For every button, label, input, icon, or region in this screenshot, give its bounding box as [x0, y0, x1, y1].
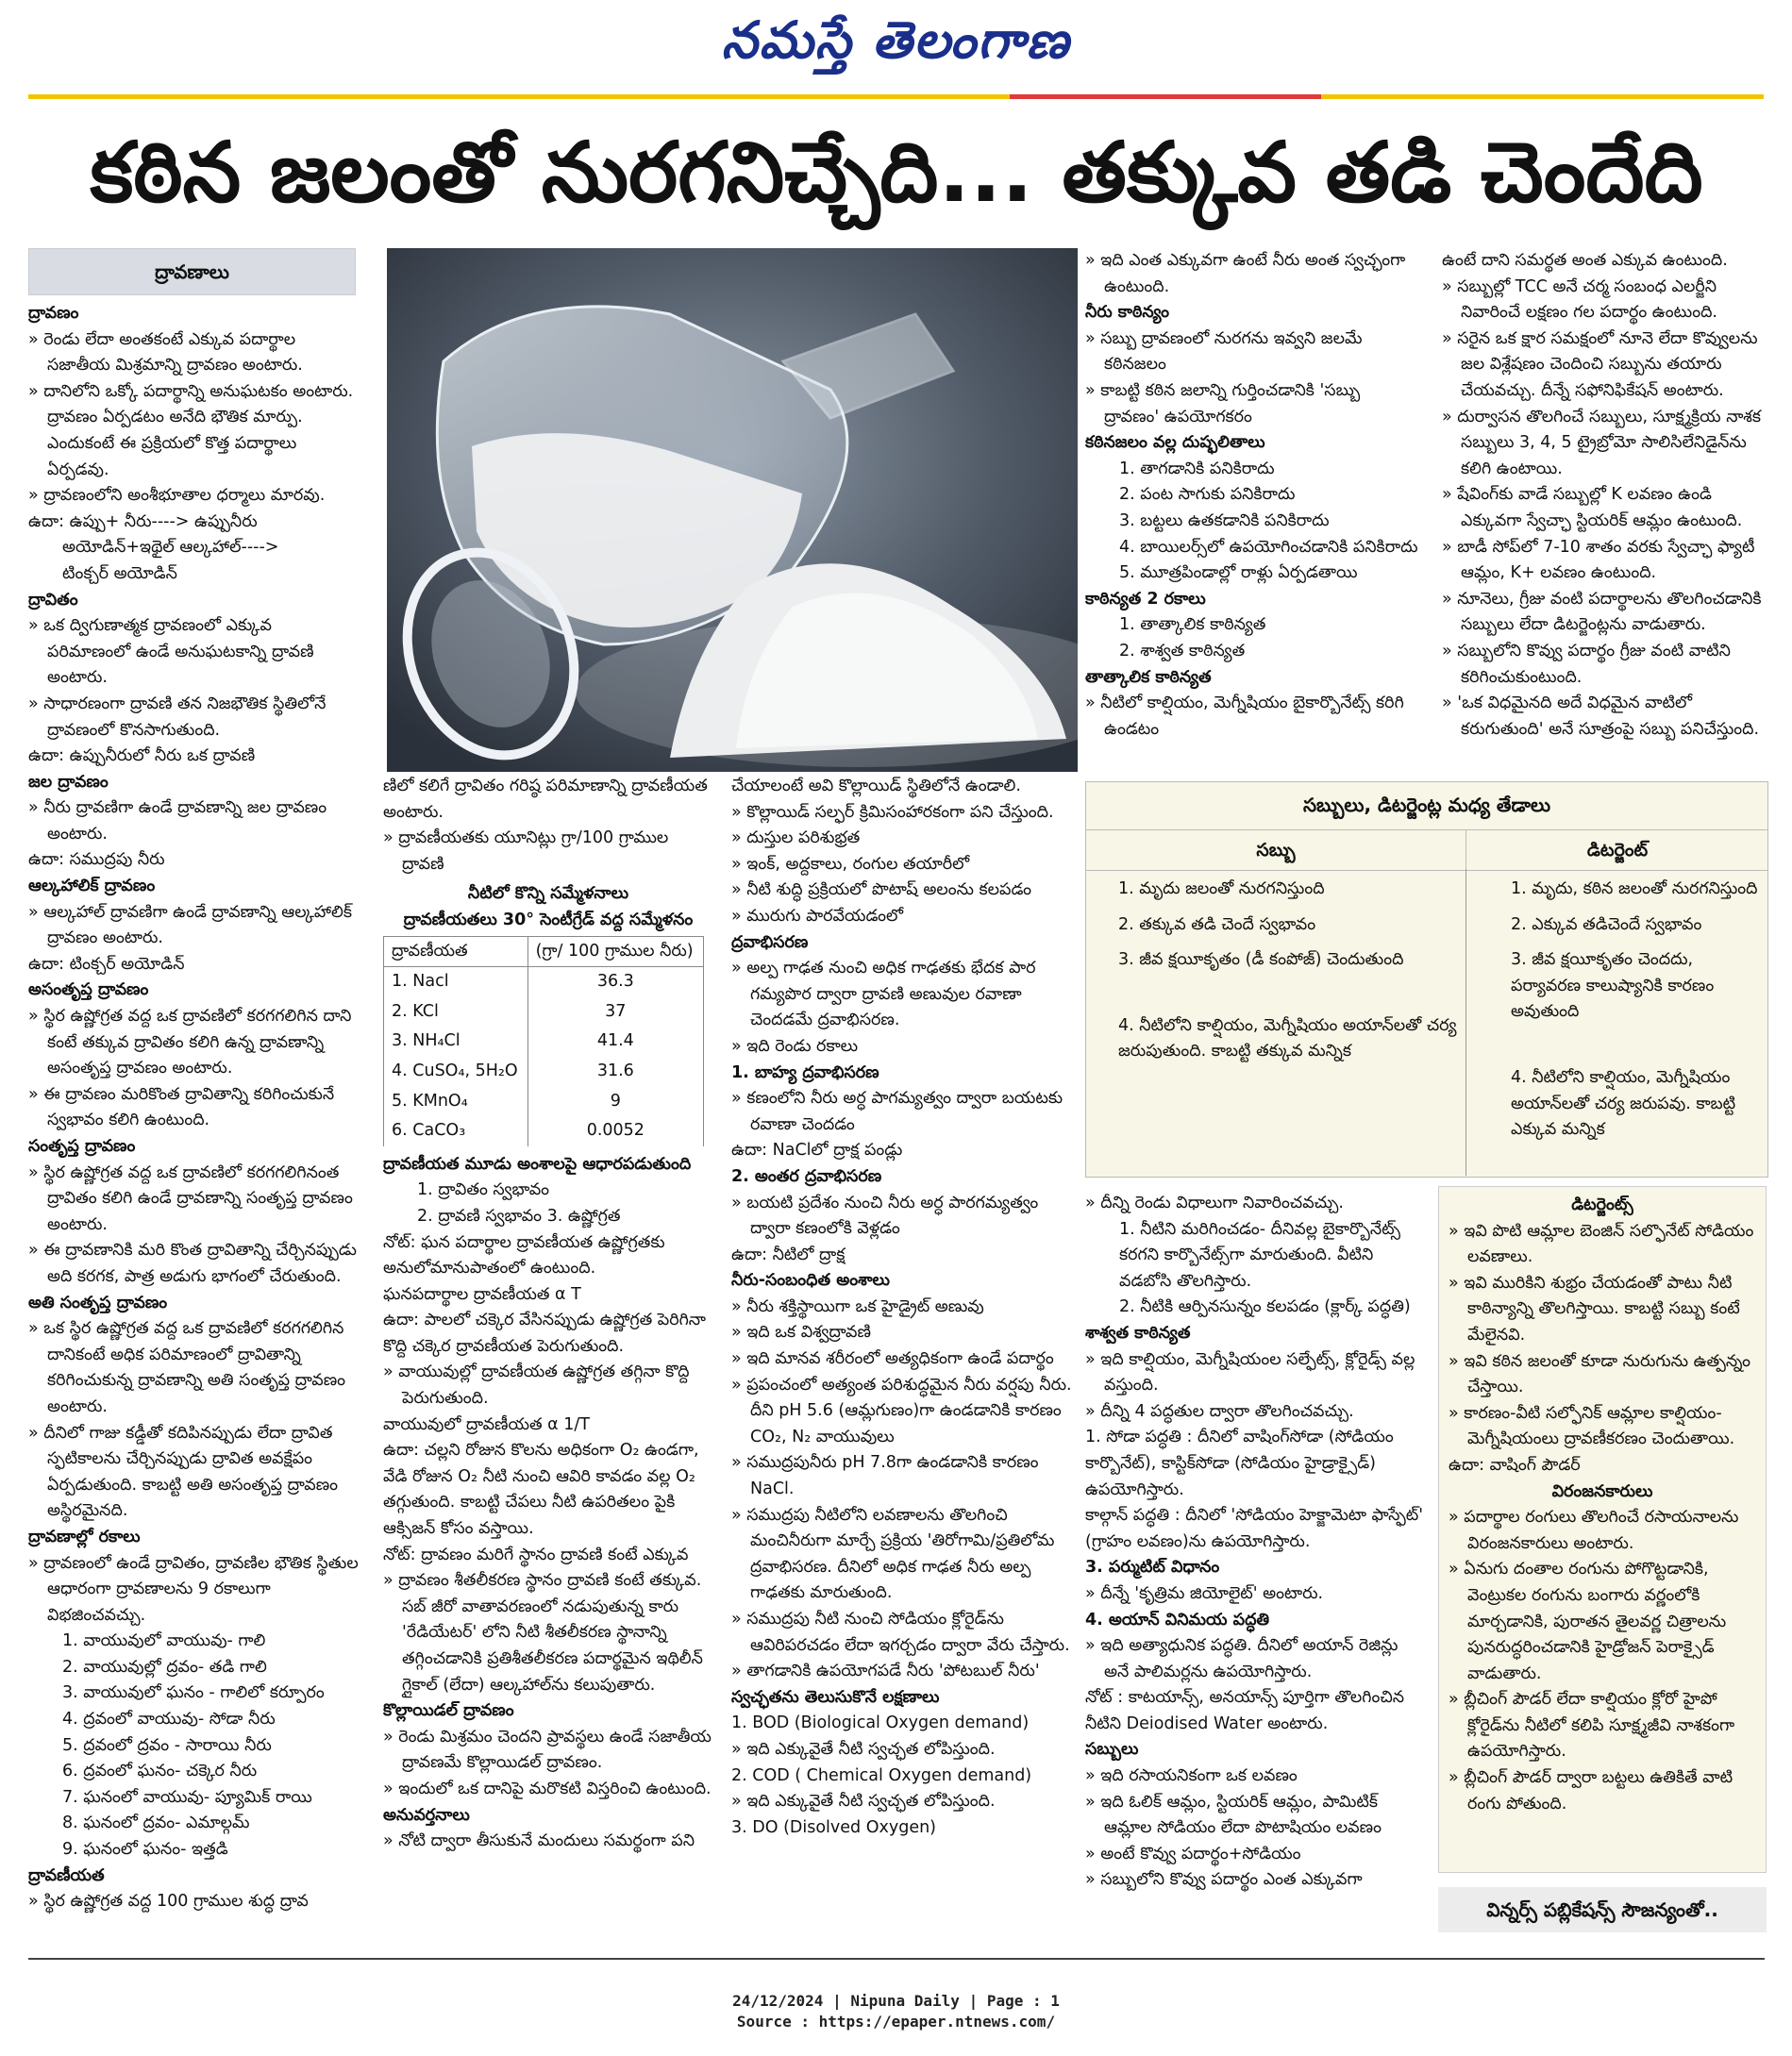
- text-line: » ద్రావణంలోని అంశీభూతాల ధర్మాలు మారవు.: [28, 486, 326, 506]
- article-headline: కఠిన జలంతో నురగనిచ్చేది... తక్కువ తడి చెందేది: [90, 124, 1703, 221]
- comparison-soap-column: [1118, 877, 1458, 1075]
- text-line: » రెండు లేదా అంతకంటే ఎక్కువ పదార్థాల సజాతీయ మిశ్రమాన్ని ద్రావణం అంటారు.: [28, 329, 303, 376]
- text-line: » దుస్తుల పరిశుభ్రత: [731, 828, 861, 848]
- publisher-credit: విన్నర్స్ పబ్లికేషన్స్ సౌజన్యంతో..: [1438, 1887, 1767, 1932]
- section-heading: ద్రావణం: [28, 304, 79, 323]
- text-line: ఉంటే దాని సమర్థత అంత ఎక్కువ ఉంటుంది.: [1442, 251, 1728, 270]
- compound-cell: 4. CuSO₄, 5H₂O: [384, 1057, 528, 1087]
- salt-jar-photo: [387, 248, 1078, 772]
- table-row: [384, 1057, 704, 1087]
- text-line: » దానిలోని ఒక్కో పదార్థాన్ని అనుఘటకం అంటారు. ద్రావణం ఏర్పడటం అనేది భౌతిక మార్పు. ఎందుకంటే ఈ ప్రక్రియలో కొత్త పదార్థాలు ఏర్పడవు.: [28, 381, 354, 479]
- text-line: » షేవింగ్‌కు వాడే సబ్బుల్లో K లవణం ఉండి ఎక్కువగా స్వేచ్ఛా స్టియరిక్ ఆమ్లం ఉంటుంది.: [1442, 485, 1743, 530]
- section-heading: విరంజనకారులు: [1551, 1481, 1653, 1501]
- column-3: [731, 774, 1076, 1930]
- section-box-title: ద్రావణాలు: [28, 248, 356, 295]
- text-line: 2. పంట సాగుకు పనికిరాదు: [1119, 485, 1296, 505]
- text-line: » స్థిర ఉష్ణోగ్రత వద్ద ఒక ద్రావణిలో కరగగలిగినంత ద్రావితం కలిగి ఉండే ద్రావణాన్ని సంతృప్త ద్రావణం అంటారు.: [28, 1162, 353, 1234]
- text-line: » దీన్నే 'కృత్రిమ జియోలైట్' అంటారు.: [1085, 1583, 1324, 1603]
- text-line: » ప్రపంచంలో అత్యంత పరిశుద్ధమైన నీరు వర్షపు నీరు. దీని pH 5.6 (ఆమ్లగుణం)గా ఉండడానికి కారణం CO₂, N₂ వాయువులు: [731, 1375, 1072, 1446]
- section-heading: 4. అయాన్ వినిమయ పద్ధతి: [1085, 1610, 1270, 1630]
- column-4-bottom: [1085, 1191, 1425, 1931]
- footer-rule: [28, 1958, 1765, 1960]
- text-line: » ఇవి కఠిన జలంతో కూడా నురుగును ఉత్పన్నం చేస్తాయి.: [1449, 1351, 1750, 1397]
- solubility-cell: 9: [528, 1087, 703, 1117]
- text-line: 4. బాయిలర్స్‌లో ఉపయోగించడానికి పనికిరాదు: [1119, 537, 1418, 557]
- text-line: » ఒక స్థిర ఉష్ణోగ్రత వద్ద ఒక ద్రావణిలో కరగగలిగిన దానికంటే అధిక పరిమాణంలో ద్రావితాన్ని కరిగించుకున్న ద్రావణాన్ని అతి సంతృప్త ద్రావణం అంటారు.: [28, 1319, 346, 1416]
- section-heading: 1. బాహ్య ద్రవాభిసరణ: [731, 1062, 879, 1082]
- text-line: » ఆల్కహాల్ ద్రావణిగా ఉండే ద్రావణాన్ని ఆల్కహాలిక్ ద్రావణం అంటారు.: [28, 902, 352, 948]
- text-line: » సముద్రపునీరు pH 7.8గా ఉండడానికి కారణం NaCl.: [731, 1453, 1039, 1499]
- section-heading: అనువర్తనాలు: [383, 1805, 470, 1825]
- compound-cell: 6. CaCO₃: [384, 1116, 528, 1146]
- newspaper-logo: నమస్తే తెలంగాణ: [721, 9, 1071, 70]
- section-heading: జల ద్రావణం: [28, 772, 109, 792]
- text-line: 3. బట్టలు ఉతకడానికి పనికిరాదు: [1119, 510, 1330, 530]
- text-line: 2. శాశ్వత కాఠిన్యత: [1119, 641, 1246, 660]
- footer-date-line: 24/12/2024 | Nipuna Daily | Page : 1: [732, 1992, 1060, 2010]
- section-heading: 3. పర్ముటిట్ విధానం: [1085, 1558, 1220, 1578]
- text-line: » కారణం-వీటి సల్ఫోనిక్ ఆమ్లాల కాల్షియం- మెగ్నీషియంలు ద్రావణీకరణం చెందుతాయి.: [1449, 1403, 1735, 1449]
- text-line: » కాబట్టి కఠిన జలాన్ని గుర్తించడానికి 'సబ్బు ద్రావణం' ఉపయోగకరం: [1085, 380, 1361, 426]
- page-footer: [0, 1991, 1792, 2032]
- text-line: » నీరు శక్తిస్థాయిగా ఒక హైడ్రైట్ అణువు: [731, 1296, 984, 1316]
- text-line: 1. సోడా పద్ధతి : దీనిలో వాషింగ్‌సోడా (సోడియం కార్బొనేట్), కాస్టిక్‌సోడా (సోడియం హైడ్రాక్సైడ్) ఉపయోగిస్తారు.: [1085, 1428, 1394, 1499]
- text-line: » స్థిర ఉష్ణోగ్రత వద్ద ఒక ద్రావణిలో కరగగలిగిన దాని కంటే తక్కువ ద్రావితం కలిగి ఉన్న ద్రావణాన్ని అసంతృప్త ద్రావణం అంటారు.: [28, 1007, 352, 1078]
- compound-cell: 3. NH₄Cl: [384, 1027, 528, 1057]
- text-line: » నోటి ద్వారా తీసుకునే మందులు సమర్థంగా పని: [383, 1831, 695, 1851]
- text-line: » అంటే కొవ్వు పదార్థం+సోడియం: [1085, 1844, 1301, 1864]
- solubility-cell: 41.4: [528, 1027, 703, 1057]
- text-line: » నీటి శుద్ధి ప్రక్రియలో పొటాష్ అలంను కలపడం: [731, 880, 1032, 900]
- text-line: 1. తాగడానికి పనికిరాదు: [1119, 459, 1275, 478]
- text-line: 8. ఘనంలో ద్రవం- ఎమాల్గమ్: [62, 1814, 250, 1833]
- text-line: 3. DO (Disolved Oxygen): [731, 1817, 936, 1837]
- text-line: 7. ఘనంలో వాయువు- ప్యూమిక్ రాయి: [62, 1787, 312, 1807]
- section-heading: కాఠిన్యత 2 రకాలు: [1085, 589, 1206, 609]
- table-row: [384, 1087, 704, 1117]
- comparison-detergent-column: [1511, 877, 1761, 1153]
- text-line: » బ్లీచింగ్ పౌడర్ ద్వారా బట్టలు ఉతికితే వాటి రంగు పోతుంది.: [1449, 1768, 1733, 1814]
- text-line: 1. నీటిని మరిగించడం- దీనివల్ల బైకార్బొనేట్స్ కరగని కార్బొనేట్స్‌గా మారుతుంది. వీటిని వడబోసి తొలగిస్తారు.: [1119, 1219, 1400, 1291]
- text-line: » కణంలోని నీరు అర్ధ పాగమ్యత్వం ద్వారా బయటకు రవాణా చెందడం: [731, 1089, 1063, 1134]
- text-line: ఉదా: వాషింగ్ పౌడర్: [1449, 1455, 1581, 1475]
- header-rule: [1321, 94, 1764, 99]
- table-subtitle: ద్రావణీయతలు 30° సెంటీగ్రేడ్ వద్ద సమ్మేళనం: [403, 910, 694, 929]
- text-line: నోట్: ద్రావణం మరిగే స్థానం ద్రావణి కంటే ఎక్కువ: [383, 1545, 689, 1564]
- column-4-top: [1085, 248, 1420, 777]
- text-line: ఉదా: ఉప్పు+ నీరు----> ఉప్పునీరు: [28, 511, 258, 531]
- text-line: » ఇది ఎక్కువైతే నీటి స్వచ్ఛత లోపిస్తుంది.: [731, 1739, 996, 1759]
- comparison-item: 1. మృదు జలంతో నురగనిస్తుంది: [1118, 879, 1325, 898]
- text-line: » దీన్ని 4 పద్ధతుల ద్వారా తొలగించవచ్చు.: [1085, 1401, 1354, 1421]
- comparison-col-header-detergent: డిటర్జెంట్: [1465, 829, 1768, 871]
- text-line: ఘనపదార్థాల ద్రావణీయత α T: [383, 1284, 581, 1304]
- text-line: 1. తాత్కాలిక కాఠిన్యత: [1119, 615, 1266, 635]
- section-heading: స్వచ్ఛతను తెలుసుకొనే లక్షణాలు: [731, 1687, 940, 1707]
- text-line: ఉదా: టింక్చర్ అయోడిన్: [28, 954, 185, 974]
- text-line: » బ్లీచింగ్ పౌడర్ లేదా కాల్షియం క్లోరో హైపో క్లోరైడ్‌ను నీటిలో కలిపి సూక్ష్మజీవి నాశకంగా ఉపయోగిస్తారు.: [1449, 1690, 1735, 1762]
- section-heading: అసంతృప్త ద్రావణం: [28, 980, 149, 1000]
- comparison-item: 4. నీటిలోని కాల్షియం, మెగ్నీషియం అయాన్‌లతో చర్య జరుపుతుంది. కాబట్టి తక్కువ మన్నిక: [1118, 1015, 1457, 1061]
- compound-cell: 5. KMnO₄: [384, 1087, 528, 1117]
- text-line: 2. ద్రావణి స్వభావం 3. ఉష్ణోగ్రత: [417, 1206, 621, 1226]
- text-line: » నీరు ద్రావణిగా ఉండే ద్రావణాన్ని జల ద్రావణం అంటారు.: [28, 798, 327, 844]
- section-heading: నీరు-సంబంధిత అంశాలు: [731, 1271, 890, 1291]
- section-heading: ద్రావణాల్లో రకాలు: [28, 1527, 141, 1546]
- text-line: » దీన్ని రెండు విధాలుగా నివారించవచ్చు.: [1085, 1194, 1344, 1212]
- text-line: 2. COD ( Chemical Oxygen demand): [731, 1765, 1032, 1785]
- column-1-body: [28, 301, 359, 1915]
- section-heading: ద్రావణీయత: [28, 1865, 105, 1885]
- section-heading: నీరు కాఠిన్యం: [1085, 303, 1169, 323]
- section-heading: ద్రావితం: [28, 590, 78, 610]
- text-line: » ఇది రసాయనికంగా ఒక లవణం: [1085, 1766, 1298, 1786]
- section-heading: తాత్కాలిక కాఠిన్యత: [1085, 667, 1212, 687]
- text-line: » నీటిలో కాల్షియం, మెగ్నీషియం బైకార్బొనేట్స్ కరిగి ఉండటం: [1085, 694, 1404, 739]
- soap-detergent-comparison-box: [1085, 781, 1768, 1178]
- text-line: » ఇది రెండు రకాలు: [731, 1036, 859, 1056]
- text-line: వాయువులో ద్రావణీయత α 1/T: [383, 1414, 590, 1434]
- text-line: నోట్ : కాటయాన్స్, అనయాన్స్ పూర్తిగా తొలగించిన నీటిని Deiodised Water అంటారు.: [1085, 1688, 1405, 1733]
- section-heading: ద్రావణీయత మూడు అంశాలపై ఆధారపడుతుంది: [383, 1154, 692, 1174]
- text-line: » ఇందులో ఒక దానిపై మరొకటి విస్తరించి ఉంటుంది.: [383, 1779, 712, 1798]
- text-line: » ఇది ఒక విశ్వద్రావణి: [731, 1323, 871, 1343]
- text-line: 1. ద్రావితం స్వభావం: [417, 1180, 550, 1200]
- section-heading: అతి సంతృప్త ద్రావణం: [28, 1293, 168, 1312]
- section-heading: ద్రవాభిసరణ: [731, 932, 809, 952]
- column-2: [383, 774, 713, 1930]
- text-line: 1. వాయువులో వాయువు- గాలి: [62, 1631, 266, 1651]
- text-line: » కొల్లాయిడ్ సల్ఫర్ క్రిమిసంహారకంగా పని చేస్తుంది.: [731, 802, 1054, 822]
- section-heading: ఆల్కహాలిక్ ద్రావణం: [28, 877, 156, 896]
- text-line: » తాగడానికి ఉపయోగపడే నీరు 'పోటబుల్ నీరు': [731, 1662, 1040, 1681]
- header-rule-accent: [1010, 94, 1321, 99]
- comparison-item: 3. జీవ క్షయీకృతం చెందదు, పర్యావరణ కాలుష్యానికి కారణం అవుతుంది: [1511, 950, 1715, 1022]
- footer-source-line: Source : https://epaper.ntnews.com/: [736, 2013, 1056, 2031]
- column-5-top: [1442, 248, 1767, 777]
- section-heading: శాశ్వత కాఠిన్యత: [1085, 1323, 1191, 1343]
- text-line: » ద్రావణం శీతలీకరణ స్థానం ద్రావణి కంటే తక్కువ. సబ్ జీరో వాతావరణంలో నడుపుతున్న కారు 'రేడియేటర్' లోని నీటి శీతలీకరణ స్థానాన్ని తగ్గించడానికి ప్రతిశీతలీకరణ పదార్థమైన ఇథిలీన్ గ్లైకాల్ (లేదా) ఆల్కహాల్‌ను కలుపుతారు.: [383, 1571, 703, 1695]
- text-line: » ఒక ద్విగుణాత్మక ద్రావణంలో ఎక్కువ పరిమాణంలో ఉండే అనుఘటకాన్ని ద్రావణి అంటారు.: [28, 616, 314, 688]
- text-line: » దీనిలో గాజు కడ్డీతో కదిపినప్పుడు లేదా ద్రావిత స్ఫటికాలను చేర్చినప్పుడు ద్రావిత అవక్షేపం ఏర్పడుతుంది. కాబట్టి అతి అసంతృప్త ద్రావణం అస్థిరమైనది.: [28, 1423, 339, 1521]
- table-header-cell: (గ్రా/ 100 గ్రాముల నీరు): [528, 936, 703, 967]
- table-row: [384, 967, 704, 997]
- text-line: ణిలో కలిగే ద్రావితం గరిష్ఠ పరిమాణాన్ని ద్రావణీయత అంటారు.: [383, 777, 708, 822]
- text-line: » సముద్రపు నీటిలోని లవణాలను తొలగించి మంచినీరుగా మార్చే ప్రక్రియ 'తిరోగామి/ప్రతిలోమ ద్రవాభిసరణ. దీనిలో అధిక గాఢత నీరు అల్ప గాఢతకు మారుతుంది.: [731, 1505, 1055, 1603]
- comparison-item: 2. తక్కువ తడి చెందే స్వభావం: [1118, 914, 1316, 934]
- solubility-cell: 36.3: [528, 967, 703, 997]
- comparison-item: 3. జీవ క్షయీకృతం (డీ కంపోజ్) చెందుతుంది: [1118, 950, 1404, 970]
- text-line: » ఇది మానవ శరీరంలో అత్యధికంగా ఉండే పదార్థం: [731, 1349, 1054, 1369]
- text-line: ఉదా: పాలలో చక్కెర వేసినప్పుడు ఉష్ణోగ్రత పెరిగినా కొద్ది చక్కెర ద్రావణీయత పెరుగుతుంది.: [383, 1311, 706, 1356]
- text-line: » ఈ ద్రావణానికి మరి కొంత ద్రావితాన్ని చేర్చినప్పుడు అది కరగక, పాత్ర అడుగు భాగంలో చేరుతుంది.: [28, 1241, 357, 1286]
- solubility-cell: 37: [528, 997, 703, 1028]
- table-row: [384, 997, 704, 1028]
- text-line: » మురుగు పారవేయడంలో: [731, 906, 904, 926]
- text-line: నోట్: ఘన పదార్థాల ద్రావణీయత ఉష్ణోగ్రతకు అనులోమానుపాతంలో ఉంటుంది.: [383, 1232, 665, 1279]
- table-title: నీటిలో కొన్ని సమ్మేళనాలు: [467, 884, 629, 904]
- detergents-box: [1438, 1186, 1767, 1873]
- solubility-cell: 0.0052: [528, 1116, 703, 1146]
- section-heading: 2. అంతర ద్రవాభిసరణ: [731, 1166, 882, 1186]
- text-line: » 'ఒక విధమైనది అదే విధమైన వాటిలో కరుగుతుంది' అనే సూత్రంపై సబ్బు పనిచేస్తుంది.: [1442, 694, 1760, 739]
- text-line: » స్థిర ఉష్ణోగ్రత వద్ద 100 గ్రాముల శుద్ధ ద్రావ: [28, 1892, 309, 1912]
- text-line: » సరైన ఒక క్షార సమక్షంలో నూనె లేదా కొవ్వులను జల విశ్లేషణం చెందించి సబ్బును తయారు చేయవచ్చు. దీన్నే సఫోనిఫికేషన్ అంటారు.: [1442, 328, 1758, 400]
- comparison-item: 4. నీటిలోని కాల్షియం, మెగ్నీషియం అయాన్‌లతో చర్య జరుపవు. కాబట్టి ఎక్కువ మన్నిక: [1511, 1067, 1736, 1140]
- text-line: » ఈ ద్రావణం మరికొంత ద్రావితాన్ని కరిగించుకునే స్వభావం కలిగి ఉంటుంది.: [28, 1084, 335, 1130]
- text-line: టింక్చర్ అయోడిన్: [62, 563, 177, 583]
- column-1: [28, 248, 359, 1928]
- text-line: ఉదా: NaClలో ద్రాక్ష పండ్లు: [731, 1141, 903, 1161]
- section-heading: డిటర్జెంట్స్: [1571, 1195, 1633, 1214]
- text-line: 3. వాయువులో ఘనం - గాలిలో కర్పూరం: [62, 1683, 325, 1703]
- text-line: » బాడీ సోప్‌లో 7-10 శాతం వరకు స్వేచ్ఛా ఫ్యాటీ ఆమ్లం, K+ లవణం ఉంటుంది.: [1442, 537, 1755, 583]
- table-header-cell: ద్రావణీయత: [384, 936, 528, 967]
- text-line: » ద్రావణంలో ఉండే ద్రావితం, ద్రావణిల భౌతిక స్థితుల ఆధారంగా ద్రావణాలను 9 రకాలుగా విభజించవచ్చు.: [28, 1553, 359, 1625]
- solubility-table: [383, 936, 704, 1146]
- text-line: 9. ఘనంలో ఘనం- ఇత్తడి: [62, 1840, 228, 1860]
- salt-jar-illustration: [387, 248, 1078, 772]
- comparison-title: సబ్బులు, డిటర్జెంట్ల మధ్య తేడాలు: [1302, 794, 1550, 816]
- text-line: కాల్గాన్ పద్ధతి : దీనిలో 'సోడియం హెక్జామెటా ఫాస్ఫేట్' (గ్రాహం లవణం)ను ఉపయోగిస్తారు.: [1085, 1506, 1424, 1551]
- text-line: ఉదా: నీటిలో ద్రాక్ష: [731, 1245, 846, 1264]
- text-line: » బయటి ప్రదేశం నుంచి నీరు అర్ధ పారగమ్యత్వం ద్వారా కణంలోకి వెళ్లడం: [731, 1193, 1039, 1239]
- text-line: 2. నీటికి ఆర్పినసున్నం కలపడం (క్లార్క్ పద్ధతి): [1119, 1297, 1411, 1317]
- text-line: 6. ద్రవంలో ఘనం- చక్కెర నీరు: [62, 1762, 258, 1781]
- text-line: » రెండు మిశ్రమం చెందని ప్రావస్థలు ఉండే సజాతీయ ద్రావణమే కొల్లాయిడల్ ద్రావణం.: [383, 1727, 712, 1773]
- solubility-cell: 31.6: [528, 1057, 703, 1087]
- text-line: ఉదా: చల్లని రోజున కొలను అధికంగా O₂ ఉండగా, వేడి రోజున O₂ నీటి నుంచి ఆవిరి కావడం వల్ల O₂ తగ్గుతుంది. కాబట్టి చేపలు నీటి ఉపరితలం పైకి ఆక్సిజన్ కోసం వస్తాయి.: [383, 1441, 699, 1539]
- text-line: » పదార్థాల రంగులు తొలగించే రసాయనాలను విరంజనకారులు అంటారు.: [1449, 1508, 1739, 1553]
- header-rule: [28, 94, 1010, 99]
- text-line: » ఇంక్, అద్దకాలు, రంగుల తయారీలో: [731, 854, 970, 874]
- comparison-col-header-soap: సబ్బు: [1086, 829, 1465, 871]
- section-heading: సంతృప్త ద్రావణం: [28, 1137, 136, 1156]
- text-line: చేయాలంటే అవి కొల్లాయిడ్ స్థితిలోనే ఉండాలి.: [731, 777, 1021, 795]
- table-row: [384, 1116, 704, 1146]
- comparison-divider: [1465, 869, 1466, 1176]
- text-line: » వాయువుల్లో ద్రావణీయత ఉష్ణోగ్రత తగ్గినా కొద్ది పెరుగుతుంది.: [383, 1362, 690, 1409]
- section-heading: కఠినజలం వల్ల దుష్ఫలితాలు: [1085, 433, 1265, 453]
- text-line: » సబ్బు ద్రావణంలో నురగను ఇవ్వని జలమే కఠినజలం: [1085, 328, 1363, 375]
- comparison-item: 2. ఎక్కువ తడిచెందే స్వభావం: [1511, 914, 1702, 934]
- text-line: » సముద్రపు నీటి నుంచి సోడియం క్లోరైడ్‌ను ఆవిరిపరచడం లేదా ఇగర్చడం ద్వారా వేరు చేస్తారు.: [731, 1610, 1070, 1655]
- text-line: » దుర్వాసన తొలగించే సబ్బులు, సూక్ష్మక్రియ నాశక సబ్బులు 3, 4, 5 ట్రైబ్రోమో సాలిసిలేనిడైన్‌ను కలిగి ఉంటాయి.: [1442, 407, 1762, 478]
- compound-cell: 2. KCl: [384, 997, 528, 1028]
- text-line: » ఇవి పొటి ఆమ్లాల బెంజిన్ సల్ఫొనేట్ సోడియం లవణాలు.: [1449, 1221, 1754, 1267]
- text-line: » సాధారణంగా ద్రావణి తన నిజభౌతిక స్థితిలోనే ద్రావణంలో కొనసాగుతుంది.: [28, 694, 327, 740]
- text-line: » ఇది ఎక్కువైతే నీటి స్వచ్ఛత లోపిస్తుంది.: [731, 1792, 996, 1812]
- text-line: » ఇది కాల్షియం, మెగ్నీషియంల సల్ఫేట్స్, క్లోరైడ్స్ వల్ల వస్తుంది.: [1085, 1349, 1415, 1396]
- text-line: » ఇది ఓలిక్ ఆమ్లం, స్టియరిక్ ఆమ్లం, పామిటిక్ ఆమ్లాల సోడియం లేదా పొటాషియం లవణం: [1085, 1792, 1382, 1838]
- text-line: ఉదా: ఉప్పునీరులో నీరు ఒక ద్రావణి: [28, 746, 256, 766]
- text-line: » ఇవి మురికిని శుభ్రం చేయడంతో పాటు నీటి కాఠిన్యాన్ని తొలగిస్తాయి. కాబట్టి సబ్బు కంటే మేలైనవి.: [1449, 1273, 1740, 1345]
- text-line: » ద్రావణీయతకు యూనిట్లు గ్రా/100 గ్రాముల ద్రావణి: [383, 828, 669, 874]
- comparison-item: 1. మృదు, కఠిన జలంతో నురగనిస్తుంది: [1511, 879, 1758, 898]
- masthead: [0, 0, 1792, 92]
- text-line: » ఇది అత్యాధునిక పద్ధతి. దీనిలో అయాన్ రెజిన్లు అనే పాలిమర్లను ఉపయోగిస్తారు.: [1085, 1636, 1398, 1681]
- text-line: » సబ్బుల్లో TCC అనే చర్మ సంబంధ ఎలర్జీని నివారించే లక్షణం గల పదార్థం ఉంటుంది.: [1442, 276, 1717, 323]
- text-line: ఉదా: సముద్రపు నీరు: [28, 850, 165, 870]
- text-line: » ఇది ఎంత ఎక్కువగా ఉంటే నీరు అంత స్వచ్ఛంగా ఉంటుంది.: [1085, 251, 1406, 296]
- text-line: 4. ద్రవంలో వాయువు- సోడా నీరు: [62, 1710, 276, 1730]
- text-line: 5. మూత్రపిండాల్లో రాళ్లు ఏర్పడతాయి: [1119, 563, 1358, 583]
- text-line: అయోడిన్+ఇథైల్ ఆల్కహాల్---->: [62, 538, 279, 558]
- text-line: » నూనెలు, గ్రీజు వంటి పదార్థాలను తొలగించడానికి సబ్బులు లేదా డిటర్జెంట్లను వాడుతారు.: [1442, 589, 1762, 635]
- text-line: 2. వాయువుల్లో ద్రవం- తడి గాలి: [62, 1657, 267, 1677]
- text-line: » సబ్బులోని కొవ్వు పదార్థం ఎంత ఎక్కువగా: [1085, 1870, 1363, 1890]
- text-line: » ఏనుగు దంతాల రంగును పోగొట్టడానికి, వెంట్రుకల రంగును బంగారు వర్ణంలోకి మార్చడానికి, పురాతన తైలవర్ణ చిత్రాలను పునరుద్ధరించడానికి హైడ్రోజన్ పెరాక్సైడ్ వాడుతారు.: [1449, 1560, 1727, 1683]
- text-line: » అల్ప గాఢత నుంచి అధిక గాఢతకు భేదక పార గమ్యపొర ద్వారా ద్రావణి అణువుల రవాణా చెందడమే ద్రవాభిసరణ.: [731, 959, 1036, 1030]
- text-line: 1. BOD (Biological Oxygen demand): [731, 1713, 1030, 1733]
- text-line: 5. ద్రవంలో ద్రవం - సారాయి నీరు: [62, 1735, 272, 1755]
- section-heading: కొల్లాయిడల్ ద్రావణం: [383, 1701, 514, 1721]
- compound-cell: 1. Nacl: [384, 967, 528, 997]
- section-heading: సబ్బులు: [1085, 1740, 1139, 1760]
- text-line: » సబ్బులోని కొవ్వు పదార్థం గ్రీజు వంటి వాటిని కరిగించుకుంటుంది.: [1442, 641, 1731, 687]
- table-row: [384, 1027, 704, 1057]
